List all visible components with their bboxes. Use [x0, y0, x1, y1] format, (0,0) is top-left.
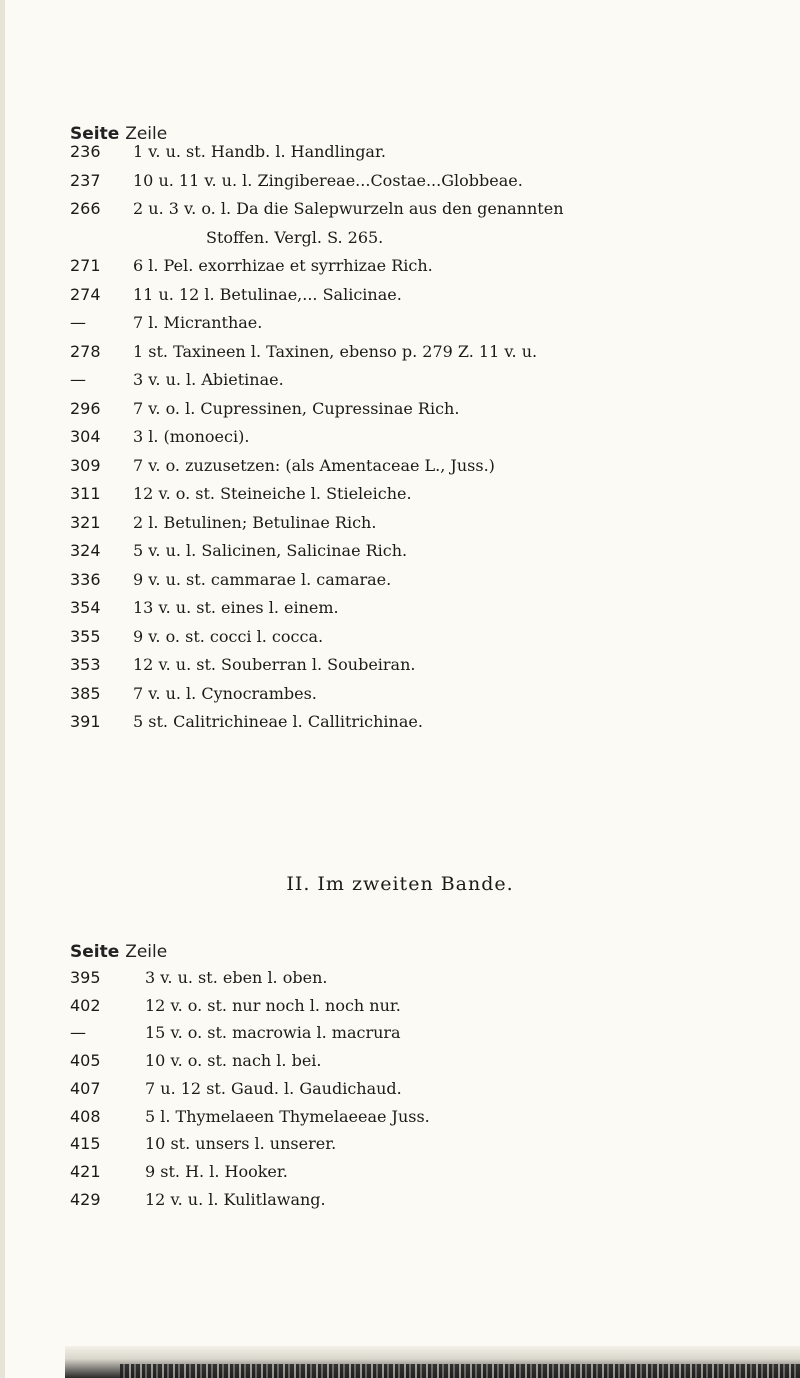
page-number: 309: [70, 455, 101, 475]
page-number: 304: [70, 427, 101, 446]
page-edge: [0, 0, 5, 1378]
erratum-row: [70, 1105, 785, 1129]
part1-header-line: Zeile: [125, 124, 168, 144]
erratum-row: [70, 254, 785, 278]
page-number: 391: [70, 712, 101, 731]
correction-text: 12 v. u. st. Souberran l. Soubeiran.: [133, 655, 416, 674]
page-number: 236: [70, 142, 101, 161]
erratum-row: [70, 311, 785, 335]
correction-text: 7 l. Micranthae.: [133, 313, 263, 332]
erratum-row: [70, 140, 785, 164]
erratum-row: [70, 1160, 785, 1184]
page-number: 385: [70, 683, 101, 703]
correction-text: 3 l. (monoeci).: [133, 427, 250, 446]
erratum-row: [70, 425, 785, 449]
page-number: 408: [70, 1106, 101, 1126]
erratum-row: [70, 368, 785, 392]
page-number: 402: [70, 995, 101, 1015]
correction-text: Stoffen. Vergl. S. 265.: [206, 227, 384, 247]
erratum-row: [70, 653, 785, 677]
correction-text: 9 st. H. l. Hooker.: [145, 1161, 288, 1181]
correction-text: 2 l. Betulinen; Betulinae Rich.: [133, 512, 377, 532]
correction-text: 5 l. Thymelaeen Thymelaeeae Juss.: [145, 1106, 430, 1126]
correction-text: 1 st. Taxineen l. Taxinen, ebenso p. 279 Z. 11 v. u.: [133, 341, 538, 361]
page-number: 405: [70, 1051, 101, 1071]
erratum-row: [70, 1132, 785, 1156]
correction-text: 10 st. unsers l. unserer.: [145, 1134, 337, 1154]
page-number: 324: [70, 541, 101, 560]
erratum-row: [70, 1077, 785, 1101]
page-number: 353: [70, 655, 101, 674]
correction-text: 7 v. u. l. Cynocrambes.: [133, 683, 317, 703]
correction-text: 10 u. 11 v. u. l. Zingibereae...Costae...Globbeae.: [133, 170, 523, 190]
page-number: 336: [70, 569, 101, 589]
correction-text: 6 l. Pel. exorrhizae et syrrhizae Rich.: [133, 256, 433, 275]
page-number: 421: [70, 1161, 101, 1181]
correction-text: 9 v. u. st. cammarae l. camarae.: [133, 569, 392, 589]
correction-text: 12 v. u. l. Kulitlawang.: [145, 1189, 326, 1209]
correction-text: 5 st. Calitrichineae l. Callitrichinae.: [133, 712, 423, 731]
page-number: 407: [70, 1078, 101, 1098]
page-number: 321: [70, 512, 101, 532]
section-title: II. Im zweiten Bande.: [286, 873, 514, 895]
page-number: 429: [70, 1189, 101, 1209]
correction-text: 7 u. 12 st. Gaud. l. Gaudichaud.: [145, 1078, 402, 1098]
page-number: —: [70, 370, 86, 389]
page-number: —: [70, 313, 86, 332]
correction-text: 3 v. u. l. Abietinae.: [133, 370, 284, 389]
correction-text: 7 v. o. l. Cupressinen, Cupressinae Rich.: [133, 398, 460, 418]
erratum-row: [70, 966, 785, 990]
erratum-row: [70, 710, 785, 734]
page-number: —: [70, 1023, 86, 1043]
erratum-row: [70, 169, 785, 193]
correction-text: 1 v. u. st. Handb. l. Handlingar.: [133, 142, 386, 161]
correction-text: 13 v. u. st. eines l. einem.: [133, 598, 339, 617]
part2-header-page: Seite: [70, 942, 120, 962]
correction-text: 12 v. o. st. Steineiche l. Stieleiche.: [133, 484, 412, 503]
erratum-row: [70, 1049, 785, 1073]
correction-text: 3 v. u. st. eben l. oben.: [145, 968, 328, 987]
part2-header-line: Zeile: [125, 942, 168, 962]
correction-text: 7 v. o. zuzusetzen: (als Amentaceae L., Juss.): [133, 455, 495, 475]
page-number: 355: [70, 626, 101, 646]
erratum-row: [70, 511, 785, 535]
correction-text: 12 v. o. st. nur noch l. noch nur.: [145, 995, 401, 1015]
page-number: 395: [70, 968, 101, 987]
erratum-row: [70, 397, 785, 421]
erratum-row: [70, 682, 785, 706]
page-number: 271: [70, 256, 101, 275]
erratum-row: [70, 596, 785, 620]
page-number: 415: [70, 1134, 101, 1154]
correction-text: 11 u. 12 l. Betulinae,... Salicinae.: [133, 284, 402, 304]
erratum-row: [70, 197, 785, 221]
erratum-row: [70, 482, 785, 506]
erratum-row: [70, 539, 785, 563]
part2-header: [70, 942, 167, 962]
erratum-row: [70, 1021, 785, 1045]
page-number: 296: [70, 398, 101, 418]
erratum-row: [70, 226, 785, 250]
page-number: 278: [70, 341, 101, 361]
erratum-row: [70, 454, 785, 478]
correction-text: 10 v. o. st. nach l. bei.: [145, 1051, 322, 1071]
erratum-row: [70, 340, 785, 364]
page-number: 266: [70, 199, 101, 218]
erratum-row: [70, 568, 785, 592]
erratum-row: [70, 1188, 785, 1212]
page-number: 274: [70, 284, 101, 304]
scan-noise: [120, 1364, 800, 1378]
correction-text: 15 v. o. st. macrowia l. macrura: [145, 1023, 401, 1043]
erratum-row: [70, 283, 785, 307]
page-number: 237: [70, 170, 101, 190]
erratum-row: [70, 625, 785, 649]
correction-text: 9 v. o. st. cocci l. cocca.: [133, 626, 324, 646]
erratum-row: [70, 994, 785, 1018]
correction-text: 2 u. 3 v. o. l. Da die Salepwurzeln aus den genannten: [133, 199, 564, 218]
page-number: 354: [70, 598, 101, 617]
correction-text: 5 v. u. l. Salicinen, Salicinae Rich.: [133, 541, 408, 560]
page-number: 311: [70, 484, 101, 503]
part1-header-page: Seite: [70, 124, 120, 144]
